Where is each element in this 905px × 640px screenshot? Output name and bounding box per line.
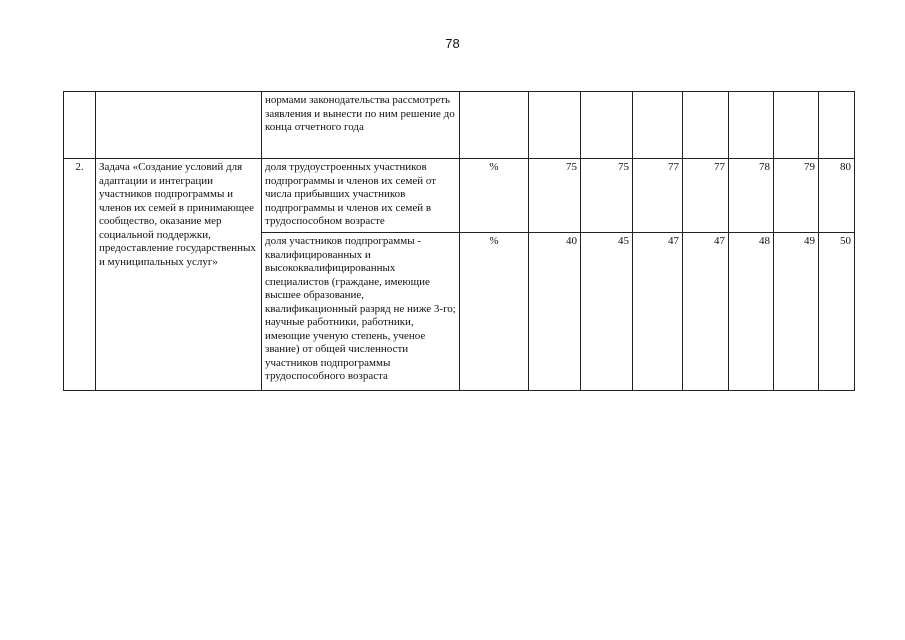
value-cell: [774, 92, 819, 159]
value-cell: [633, 92, 683, 159]
value-cell: 77: [683, 159, 729, 233]
value-cell: 47: [633, 233, 683, 391]
value-cell: 80: [819, 159, 855, 233]
row-number-cell: 2.: [64, 159, 96, 391]
value-cell: 75: [581, 159, 633, 233]
indicator-cell: доля трудоустроенных участников подпрограммы и членов их семей от числа прибывших участников подпрограммы и членов их семей в трудоспособном возрасте: [262, 159, 460, 233]
indicator-cell: нормами законодательства рассмотреть заявления и вынести по ним решение до конца отчетного года: [262, 92, 460, 159]
value-cell: [529, 92, 581, 159]
value-cell: 75: [529, 159, 581, 233]
value-cell: 78: [729, 159, 774, 233]
indicator-cell: доля участников подпрограммы - квалифицированных и высококвалифицированных специалистов (граждане, имеющие высшее образование, квалификационный разряд не ниже 3-го; научные работники, работники, имеющие ученую степень, ученое звание) от общей численности участников подпрограммы трудоспособного возраста: [262, 233, 460, 391]
value-cell: [581, 92, 633, 159]
unit-cell: [460, 92, 529, 159]
task-cell: Задача «Создание условий для адаптации и интеграции участников подпрограммы и членов их семей в принимающее сообщество, оказание мер социальной поддержки, предоставление государственных и муниципальных услуг»: [96, 159, 262, 391]
value-cell: [683, 92, 729, 159]
unit-cell: %: [460, 233, 529, 391]
value-cell: 50: [819, 233, 855, 391]
value-cell: 79: [774, 159, 819, 233]
indicators-table: [63, 91, 855, 391]
value-cell: [729, 92, 774, 159]
value-cell: 47: [683, 233, 729, 391]
page-number: 78: [445, 36, 460, 51]
value-cell: 77: [633, 159, 683, 233]
table-row: [64, 92, 855, 159]
value-cell: 48: [729, 233, 774, 391]
value-cell: 40: [529, 233, 581, 391]
task-cell: [96, 92, 262, 159]
value-cell: 49: [774, 233, 819, 391]
value-cell: 45: [581, 233, 633, 391]
value-cell: [819, 92, 855, 159]
row-number-cell: [64, 92, 96, 159]
table-row: [64, 159, 855, 233]
unit-cell: %: [460, 159, 529, 233]
